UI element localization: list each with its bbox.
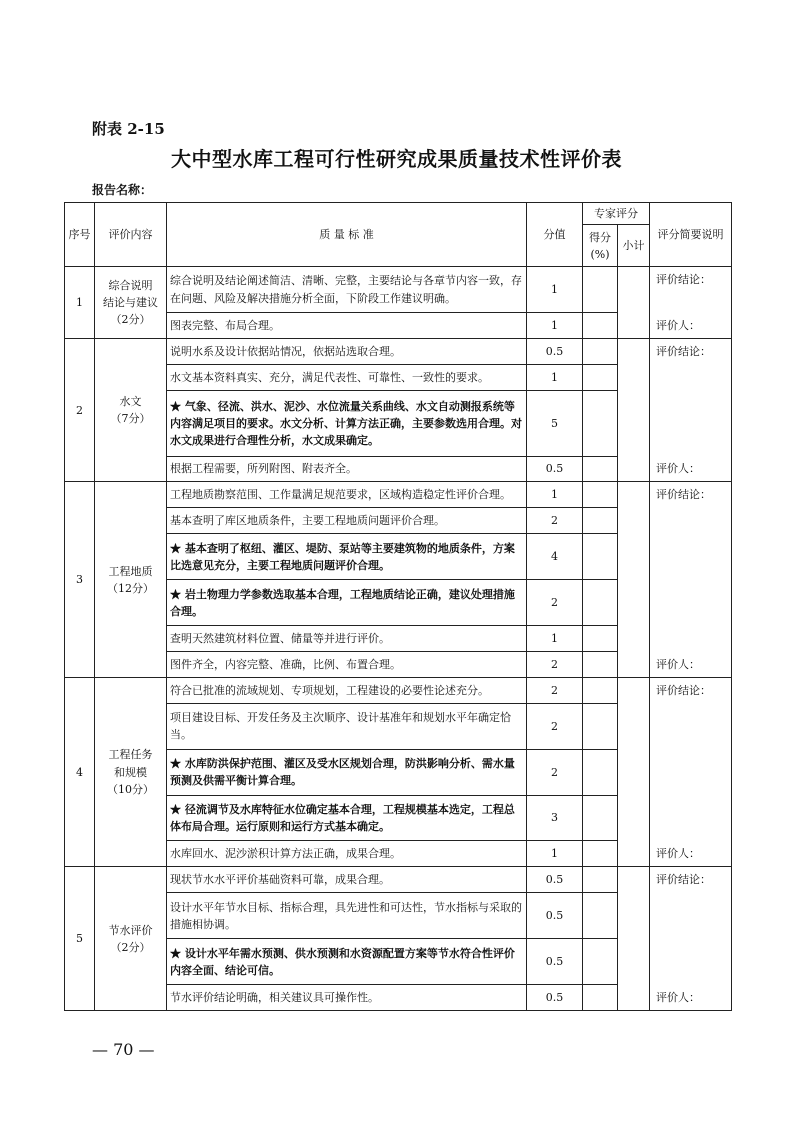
row-seq: 4: [65, 677, 95, 867]
row-comment: [650, 267, 732, 339]
row-standard: 设计水平年节水目标、指标合理，具先进性和可达性，节水指标与采取的措施相协调。: [167, 893, 527, 939]
row-standard: 工程地质勘察范围、工作量满足规范要求，区域构造稳定性评价合理。: [167, 482, 527, 508]
evaluator-label: 评价人：: [656, 462, 700, 476]
header-subtotal: 小计: [618, 225, 650, 267]
row-obtained: [583, 482, 618, 508]
report-name-label: 报告名称：: [92, 183, 153, 197]
row-obtained: [583, 749, 618, 795]
row-obtained: [583, 338, 618, 364]
header-obtained-line1: 得分: [589, 230, 611, 244]
conclusion-label: 评价结论：: [656, 273, 711, 287]
row-obtained: [583, 456, 618, 482]
row-obtained: [583, 312, 618, 338]
header-expert: 专家评分: [583, 203, 650, 225]
table-row: [65, 867, 732, 893]
table-row: [65, 267, 732, 313]
row-obtained: [583, 534, 618, 580]
row-score: 3: [527, 795, 583, 841]
row-obtained: [583, 795, 618, 841]
conclusion-label: 评价结论：: [656, 873, 711, 887]
conclusion-label: 评价结论：: [656, 344, 711, 358]
evaluator-label: 评价人：: [656, 847, 700, 861]
header-obtained: [583, 225, 618, 267]
row-obtained: [583, 893, 618, 939]
row-standard: 说明水系及设计依据站情况，依据站选取合理。: [167, 338, 527, 364]
comment-wrap: [653, 680, 728, 865]
row-standard: ★ 水库防洪保护范围、灌区及受水区规划合理，防洪影响分析、需水量预测及供需平衡计算合理。: [167, 749, 527, 795]
row-score: 2: [527, 580, 583, 626]
row-seq: 5: [65, 867, 95, 1011]
row-standard: 查明天然建筑材料位置、储量等并进行评价。: [167, 626, 527, 652]
row-obtained: [583, 626, 618, 652]
row-subtotal: [618, 267, 650, 339]
row-obtained: [583, 267, 618, 313]
row-subtotal: [618, 867, 650, 1011]
row-score: 0.5: [527, 456, 583, 482]
header-score: 分值: [527, 203, 583, 267]
row-score: 1: [527, 626, 583, 652]
comment-wrap: [653, 484, 728, 674]
evaluation-table: [64, 202, 732, 1011]
row-score: 5: [527, 390, 583, 456]
table-row: [65, 482, 732, 508]
row-score: 1: [527, 267, 583, 313]
row-standard: ★ 径流调节及水库特征水位确定基本合理，工程规模基本选定，工程总体布局合理。运行原则和运行方式基本确定。: [167, 795, 527, 841]
row-comment: [650, 338, 732, 482]
page-number: — 70 —: [92, 1040, 155, 1059]
row-obtained: [583, 703, 618, 749]
comment-wrap: [653, 269, 728, 336]
row-standard: 综合说明及结论阐述简洁、清晰、完整，主要结论与各章节内容一致，存在问题、风险及解决措施分析全面，下阶段工作建议明确。: [167, 267, 527, 313]
row-obtained: [583, 508, 618, 534]
header-standard: 质 量 标 准: [167, 203, 527, 267]
row-score: 1: [527, 841, 583, 867]
row-standard: 水文基本资料真实、充分，满足代表性、可靠性、一致性的要求。: [167, 364, 527, 390]
evaluator-label: 评价人：: [656, 990, 700, 1004]
row-score: 2: [527, 749, 583, 795]
row-score: 1: [527, 312, 583, 338]
row-obtained: [583, 364, 618, 390]
row-score: 4: [527, 534, 583, 580]
row-standard: ★ 岩土物理力学参数选取基本合理，工程地质结论正确，建议处理措施合理。: [167, 580, 527, 626]
row-comment: [650, 677, 732, 867]
row-comment: [650, 482, 732, 677]
row-obtained: [583, 841, 618, 867]
row-obtained: [583, 867, 618, 893]
row-content: 节水评价 （2分）: [95, 867, 167, 1011]
comment-wrap: [653, 341, 728, 480]
row-standard: ★ 气象、径流、洪水、泥沙、水位流量关系曲线、水文自动测报系统等内容满足项目的要求。水文分析、计算方法正确，主要参数选用合理。对水文成果进行合理性分析，水文成果确定。: [167, 390, 527, 456]
row-standard: 符合已批准的流域规划、专项规划，工程建设的必要性论述充分。: [167, 677, 527, 703]
conclusion-label: 评价结论：: [656, 683, 711, 697]
row-subtotal: [618, 338, 650, 482]
row-score: 0.5: [527, 867, 583, 893]
evaluator-label: 评价人：: [656, 318, 700, 332]
evaluator-label: 评价人：: [656, 657, 700, 671]
row-score: 1: [527, 364, 583, 390]
row-standard: 水库回水、泥沙淤积计算方法正确，成果合理。: [167, 841, 527, 867]
header-seq: 序号: [65, 203, 95, 267]
row-standard: 根据工程需要，所列附图、附表齐全。: [167, 456, 527, 482]
row-comment: [650, 867, 732, 1011]
row-standard: 基本查明了库区地质条件，主要工程地质问题评价合理。: [167, 508, 527, 534]
row-score: 0.5: [527, 939, 583, 985]
row-obtained: [583, 677, 618, 703]
row-obtained: [583, 985, 618, 1011]
row-standard: 图件齐全，内容完整、准确，比例、布置合理。: [167, 651, 527, 677]
row-score: 2: [527, 703, 583, 749]
row-score: 0.5: [527, 985, 583, 1011]
table-row: [65, 338, 732, 364]
table-row: [65, 677, 732, 703]
appendix-label: 附表 2-15: [92, 120, 165, 138]
row-subtotal: [618, 482, 650, 677]
header-comment: 评分简要说明: [650, 203, 732, 267]
row-standard: 项目建设目标、开发任务及主次顺序、设计基准年和规划水平年确定恰当。: [167, 703, 527, 749]
row-standard: ★ 设计水平年需水预测、供水预测和水资源配置方案等节水符合性评价内容全面、结论可信。: [167, 939, 527, 985]
row-content: 工程地质 （12分）: [95, 482, 167, 677]
row-content: 综合说明 结论与建议 （2分）: [95, 267, 167, 339]
header-content: 评价内容: [95, 203, 167, 267]
header-obtained-line2: (%): [590, 247, 610, 261]
row-score: 0.5: [527, 893, 583, 939]
row-standard: 图表完整、布局合理。: [167, 312, 527, 338]
row-obtained: [583, 939, 618, 985]
row-content: 水文 （7分）: [95, 338, 167, 482]
row-standard: 节水评价结论明确，相关建议具可操作性。: [167, 985, 527, 1011]
row-obtained: [583, 580, 618, 626]
table-body: [65, 267, 732, 1011]
row-score: 2: [527, 508, 583, 534]
row-content: 工程任务 和规模 （10分）: [95, 677, 167, 867]
row-seq: 1: [65, 267, 95, 339]
row-obtained: [583, 651, 618, 677]
row-score: 2: [527, 677, 583, 703]
row-seq: 3: [65, 482, 95, 677]
row-score: 2: [527, 651, 583, 677]
comment-wrap: [653, 869, 728, 1008]
row-score: 1: [527, 482, 583, 508]
page-title: 大中型水库工程可行性研究成果质量技术性评价表: [171, 147, 622, 171]
row-standard: 现状节水水平评价基础资料可靠，成果合理。: [167, 867, 527, 893]
row-score: 0.5: [527, 338, 583, 364]
row-standard: ★ 基本查明了枢纽、灌区、堤防、泵站等主要建筑物的地质条件，方案比选意见充分，主要工程地质问题评价合理。: [167, 534, 527, 580]
row-seq: 2: [65, 338, 95, 482]
row-subtotal: [618, 677, 650, 867]
row-obtained: [583, 390, 618, 456]
conclusion-label: 评价结论：: [656, 488, 711, 502]
